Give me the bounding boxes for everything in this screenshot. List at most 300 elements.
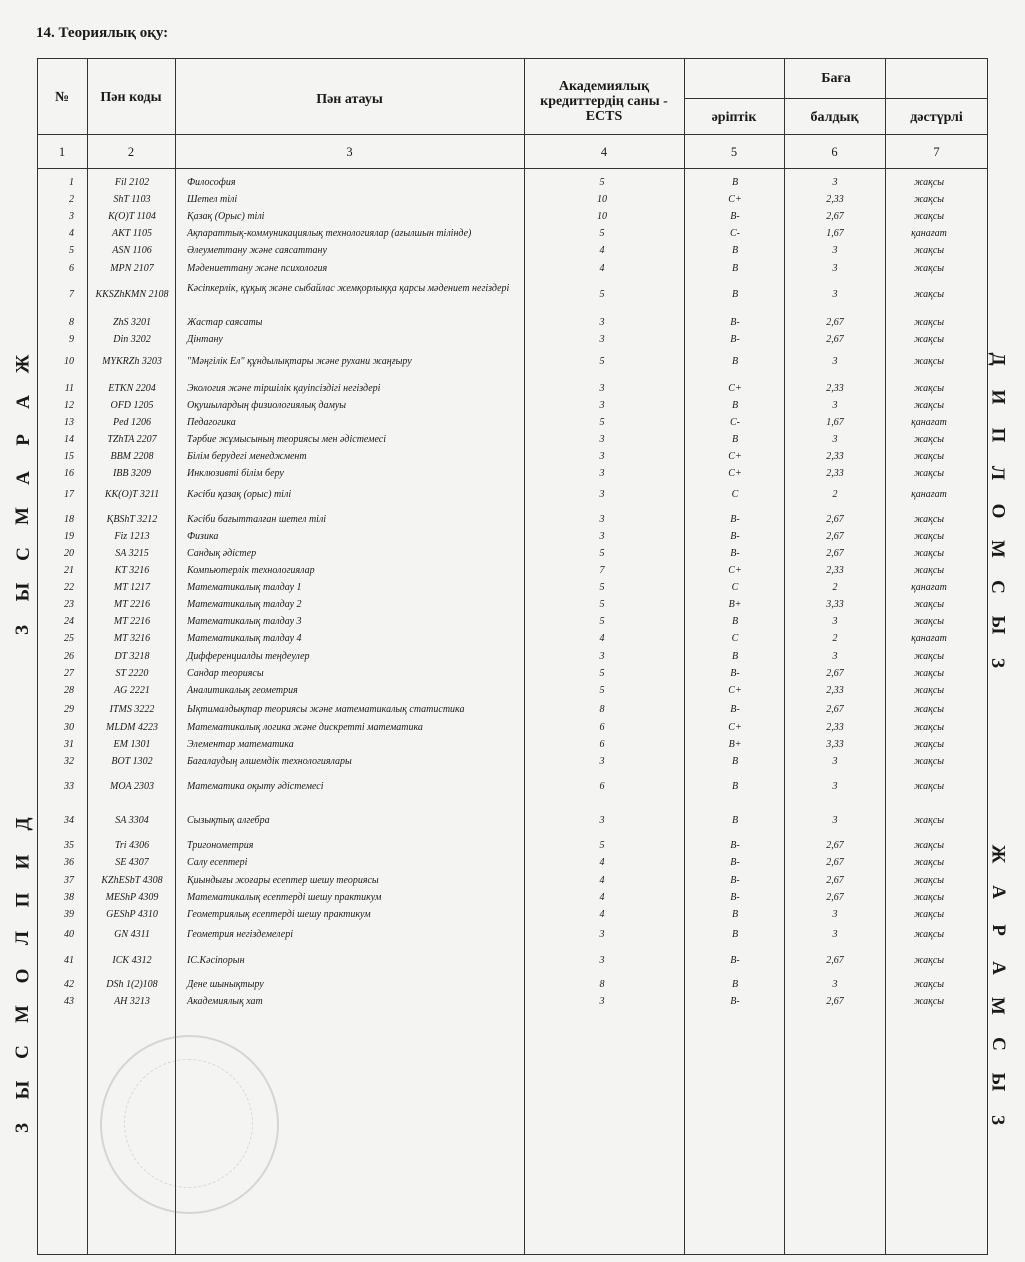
cell-no: 14 bbox=[64, 434, 74, 445]
header-points: балдық bbox=[810, 110, 859, 125]
cell-code: Din 3202 bbox=[113, 334, 151, 345]
cell-credits: 5 bbox=[599, 599, 605, 610]
cell-code: MPN 2107 bbox=[110, 263, 154, 274]
cell-code: ETKN 2204 bbox=[108, 383, 156, 394]
cell-points: 2,67 bbox=[826, 892, 844, 903]
cell-credits: 4 bbox=[599, 245, 605, 256]
cell-code: IBB 3209 bbox=[112, 468, 152, 479]
cell-traditional: жақсы bbox=[913, 531, 945, 542]
header-grade: Баға bbox=[821, 71, 851, 86]
cell-no: 9 bbox=[69, 334, 74, 345]
cell-points: 2,33 bbox=[826, 722, 844, 733]
cell-points: 3,33 bbox=[826, 599, 844, 610]
cell-credits: 4 bbox=[599, 909, 605, 920]
cell-traditional: жақсы bbox=[913, 245, 945, 256]
cell-no: 36 bbox=[64, 857, 74, 868]
side-letter: А bbox=[987, 885, 1009, 899]
cell-traditional: жақсы bbox=[913, 211, 945, 222]
cell-no: 41 bbox=[64, 955, 74, 966]
cell-code: K(O)T 1104 bbox=[108, 211, 156, 222]
cell-letter: B bbox=[731, 245, 739, 256]
cell-credits: 3 bbox=[599, 929, 605, 940]
cell-name: Қиындығы жоғары есептер шешу теориясы bbox=[187, 875, 379, 886]
cell-credits: 3 bbox=[599, 514, 605, 525]
cell-points: 3 bbox=[832, 356, 838, 367]
cell-letter: B- bbox=[730, 531, 740, 542]
cell-letter: B bbox=[731, 177, 739, 188]
header-name: Пән атауы bbox=[316, 92, 383, 107]
side-letter: И bbox=[987, 389, 1009, 405]
cell-points: 2 bbox=[832, 489, 838, 500]
cell-no: 34 bbox=[64, 815, 74, 826]
cell-points: 3 bbox=[832, 756, 838, 767]
side-letter: П bbox=[12, 892, 34, 908]
cell-credits: 4 bbox=[599, 892, 605, 903]
cell-credits: 4 bbox=[599, 857, 605, 868]
cell-name: Математикалық логика және дискретті математика bbox=[187, 722, 423, 733]
cell-points: 2,33 bbox=[826, 685, 844, 696]
cell-credits: 5 bbox=[599, 548, 605, 559]
cell-credits: 3 bbox=[599, 651, 605, 662]
cell-code: GEShP 4310 bbox=[106, 909, 158, 920]
cell-no: 33 bbox=[64, 781, 74, 792]
cell-letter: B+ bbox=[728, 599, 742, 610]
cell-name: Дене шынықтыру bbox=[187, 979, 264, 990]
cell-traditional: жақсы bbox=[913, 722, 945, 733]
cell-points: 3 bbox=[832, 434, 838, 445]
cell-no: 38 bbox=[64, 892, 74, 903]
cell-points: 2,33 bbox=[826, 565, 844, 576]
cell-code: MT 3216 bbox=[113, 633, 151, 644]
cell-name: Тәрбие жұмысының теориясы мен әдістемесі bbox=[187, 434, 387, 445]
cell-code: Tri 4306 bbox=[114, 840, 150, 851]
header-code: Пән коды bbox=[100, 90, 162, 105]
cell-letter: B- bbox=[730, 668, 740, 679]
cell-letter: B bbox=[731, 929, 739, 940]
cell-points: 2,67 bbox=[826, 514, 844, 525]
side-letter: С bbox=[12, 1045, 34, 1059]
cell-name: Әлеуметтану және саясаттану bbox=[187, 245, 327, 256]
cell-letter: B- bbox=[730, 334, 740, 345]
side-letter: Р bbox=[987, 924, 1009, 936]
cell-name: Сызықтық алгебра bbox=[187, 815, 270, 826]
cell-name: Физика bbox=[187, 531, 219, 542]
cell-name: Компьютерлік технологиялар bbox=[187, 565, 315, 576]
cell-letter: B- bbox=[730, 514, 740, 525]
cell-code: SA 3215 bbox=[115, 548, 149, 559]
cell-points: 2,33 bbox=[826, 383, 844, 394]
cell-no: 6 bbox=[69, 263, 74, 274]
cell-credits: 5 bbox=[599, 616, 605, 627]
cell-code: Ped 1206 bbox=[112, 417, 152, 428]
side-letter: Ы bbox=[987, 615, 1009, 635]
cell-credits: 6 bbox=[599, 739, 605, 750]
cell-letter: C+ bbox=[728, 194, 742, 205]
cell-name: Математикалық есептерді шешу практикум bbox=[187, 892, 382, 903]
cell-credits: 3 bbox=[599, 815, 605, 826]
cell-traditional: қанағат bbox=[911, 417, 947, 428]
cell-letter: B- bbox=[730, 548, 740, 559]
cell-no: 37 bbox=[64, 875, 74, 886]
side-letter: О bbox=[987, 503, 1009, 519]
cell-code: SE 4307 bbox=[115, 857, 149, 868]
cell-traditional: жақсы bbox=[913, 334, 945, 345]
cell-letter: B- bbox=[730, 840, 740, 851]
cell-code: MLDM 4223 bbox=[106, 722, 158, 733]
cell-no: 17 bbox=[64, 489, 74, 500]
side-letter: З bbox=[12, 1122, 34, 1134]
cell-code: GN 4311 bbox=[114, 929, 150, 940]
cell-code: KT 3216 bbox=[114, 565, 150, 576]
cell-letter: B bbox=[731, 289, 739, 300]
cell-credits: 3 bbox=[599, 383, 605, 394]
cell-no: 11 bbox=[64, 383, 74, 394]
cell-traditional: жақсы bbox=[913, 514, 945, 525]
cell-code: MYKRZh 3203 bbox=[102, 356, 162, 367]
cell-credits: 10 bbox=[597, 194, 607, 205]
cell-points: 3,33 bbox=[826, 739, 844, 750]
cell-name: Дифференциалды теңдеулер bbox=[187, 651, 310, 662]
cell-code: ST 2220 bbox=[115, 668, 149, 679]
side-letter: С bbox=[987, 1037, 1009, 1051]
cell-no: 43 bbox=[64, 996, 74, 1007]
cell-credits: 8 bbox=[599, 979, 605, 990]
cell-no: 4 bbox=[69, 228, 74, 239]
cell-letter: B bbox=[731, 434, 739, 445]
side-letter: А bbox=[12, 395, 34, 409]
cell-letter: B bbox=[731, 400, 739, 411]
cell-traditional: жақсы bbox=[913, 875, 945, 886]
column-number: 1 bbox=[58, 145, 66, 159]
cell-name: Бағалаудың әлшемдік технологиялары bbox=[187, 756, 352, 767]
side-letter: Ж bbox=[12, 354, 34, 374]
cell-name: Элементар математика bbox=[187, 739, 294, 750]
cell-code: KZhESbT 4308 bbox=[101, 875, 163, 886]
cell-name: Ықтималдықтар теориясы және математикалық статистика bbox=[187, 704, 465, 715]
cell-letter: B bbox=[731, 979, 739, 990]
cell-traditional: жақсы bbox=[913, 979, 945, 990]
cell-letter: B- bbox=[730, 996, 740, 1007]
cell-no: 28 bbox=[64, 685, 74, 696]
cell-points: 2,67 bbox=[826, 548, 844, 559]
cell-no: 13 bbox=[64, 417, 74, 428]
cell-code: DSh 1(2)108 bbox=[106, 979, 158, 990]
cell-credits: 6 bbox=[599, 781, 605, 792]
cell-letter: B bbox=[731, 815, 739, 826]
cell-traditional: жақсы bbox=[913, 815, 945, 826]
cell-traditional: жақсы bbox=[913, 177, 945, 188]
cell-code: OFD 1205 bbox=[110, 400, 154, 411]
cell-traditional: қанағат bbox=[911, 633, 947, 644]
cell-traditional: жақсы bbox=[913, 263, 945, 274]
header-traditional: дәстүрлі bbox=[910, 110, 963, 125]
cell-name: Сандар теориясы bbox=[187, 668, 264, 679]
cell-code: AKT 1105 bbox=[112, 228, 152, 239]
cell-points: 1,67 bbox=[826, 417, 844, 428]
cell-code: MT 2216 bbox=[113, 599, 151, 610]
cell-letter: B bbox=[731, 616, 739, 627]
cell-points: 2,67 bbox=[826, 875, 844, 886]
side-letter: З bbox=[987, 657, 1009, 669]
side-letter: М bbox=[987, 997, 1009, 1015]
cell-traditional: жақсы bbox=[913, 739, 945, 750]
cell-traditional: қанағат bbox=[911, 489, 947, 500]
side-letter: П bbox=[987, 427, 1009, 443]
cell-letter: C+ bbox=[728, 383, 742, 394]
cell-code: BOT 1302 bbox=[111, 756, 153, 767]
cell-points: 3 bbox=[832, 400, 838, 411]
cell-letter: B- bbox=[730, 317, 740, 328]
cell-points: 2,67 bbox=[826, 211, 844, 222]
side-letter: А bbox=[987, 961, 1009, 975]
cell-name: Сандық әдістер bbox=[187, 548, 257, 559]
cell-points: 2,67 bbox=[826, 334, 844, 345]
cell-name: Геометриялық есептерді шешу практикум bbox=[187, 909, 371, 920]
cell-code: ҚBShT 3212 bbox=[106, 514, 158, 525]
cell-points: 2,67 bbox=[826, 317, 844, 328]
cell-letter: C- bbox=[730, 228, 740, 239]
cell-no: 19 bbox=[64, 531, 74, 542]
cell-letter: B bbox=[731, 263, 739, 274]
cell-traditional: жақсы bbox=[913, 909, 945, 920]
cell-points: 3 bbox=[832, 263, 838, 274]
cell-letter: B bbox=[731, 651, 739, 662]
cell-name: Аналитикалық геометрия bbox=[187, 685, 298, 696]
cell-points: 3 bbox=[832, 177, 838, 188]
cell-code: BBM 2208 bbox=[110, 451, 154, 462]
cell-name: Математикалық талдау 3 bbox=[187, 616, 302, 627]
side-letter: М bbox=[987, 540, 1009, 558]
cell-no: 21 bbox=[64, 565, 74, 576]
cell-points: 3 bbox=[832, 815, 838, 826]
cell-no: 30 bbox=[64, 722, 74, 733]
cell-credits: 5 bbox=[599, 228, 605, 239]
side-letter: З bbox=[987, 1114, 1009, 1126]
cell-traditional: қанағат bbox=[911, 228, 947, 239]
cell-no: 40 bbox=[64, 929, 74, 940]
cell-credits: 8 bbox=[599, 704, 605, 715]
cell-credits: 5 bbox=[599, 417, 605, 428]
cell-credits: 3 bbox=[599, 756, 605, 767]
cell-name: Экология және тіршілік қауіпсіздігі негіздері bbox=[187, 383, 381, 394]
side-letter: М bbox=[12, 507, 34, 525]
cell-no: 32 bbox=[64, 756, 74, 767]
side-letter: И bbox=[12, 854, 34, 870]
cell-code: MT 2216 bbox=[113, 616, 151, 627]
cell-letter: B bbox=[731, 756, 739, 767]
side-letter: Ы bbox=[12, 582, 34, 602]
column-number: 5 bbox=[730, 145, 738, 159]
cell-traditional: жақсы bbox=[913, 356, 945, 367]
cell-credits: 4 bbox=[599, 263, 605, 274]
cell-points: 3 bbox=[832, 979, 838, 990]
cell-name: Тригонометрия bbox=[187, 840, 254, 851]
cell-points: 3 bbox=[832, 616, 838, 627]
column-number: 4 bbox=[600, 145, 608, 159]
cell-code: Fil 2102 bbox=[114, 177, 150, 188]
cell-credits: 3 bbox=[599, 334, 605, 345]
cell-points: 3 bbox=[832, 289, 838, 300]
cell-name: Геометрия негіздемелері bbox=[187, 929, 293, 940]
cell-credits: 4 bbox=[599, 633, 605, 644]
cell-name: Ақпараттық-коммуникациялық технологиялар (ағылшын тілінде) bbox=[187, 228, 472, 239]
cell-points: 2,67 bbox=[826, 857, 844, 868]
cell-name: Кәсіпкерлік, құқық және сыбайлас жемқорлыққа қарсы мәдениет негіздері bbox=[187, 283, 510, 294]
cell-credits: 5 bbox=[599, 668, 605, 679]
cell-no: 12 bbox=[64, 400, 74, 411]
cell-name: "Мәңгілік Ел" құндылықтары және рухани жаңғыру bbox=[187, 356, 412, 367]
cell-letter: B- bbox=[730, 857, 740, 868]
cell-traditional: жақсы bbox=[913, 857, 945, 868]
cell-traditional: жақсы bbox=[913, 955, 945, 966]
cell-no: 2 bbox=[69, 194, 74, 205]
cell-letter: B bbox=[731, 909, 739, 920]
cell-credits: 3 bbox=[599, 468, 605, 479]
cell-points: 1,67 bbox=[826, 228, 844, 239]
cell-traditional: жақсы bbox=[913, 616, 945, 627]
cell-traditional: жақсы bbox=[913, 781, 945, 792]
side-letter: Л bbox=[987, 465, 1009, 481]
cell-no: 10 bbox=[64, 356, 74, 367]
cell-points: 2,33 bbox=[826, 194, 844, 205]
cell-no: 24 bbox=[64, 616, 74, 627]
cell-code: ShT 1103 bbox=[113, 194, 151, 205]
cell-code: AH 3213 bbox=[114, 996, 150, 1007]
side-letter: Д bbox=[987, 352, 1009, 366]
cell-points: 3 bbox=[832, 781, 838, 792]
cell-points: 2,33 bbox=[826, 451, 844, 462]
cell-traditional: жақсы bbox=[913, 434, 945, 445]
cell-traditional: жақсы bbox=[913, 599, 945, 610]
cell-credits: 3 bbox=[599, 451, 605, 462]
cell-points: 3 bbox=[832, 245, 838, 256]
cell-traditional: жақсы bbox=[913, 451, 945, 462]
cell-code: DT 3218 bbox=[114, 651, 150, 662]
cell-points: 2,33 bbox=[826, 468, 844, 479]
cell-credits: 5 bbox=[599, 685, 605, 696]
cell-points: 3 bbox=[832, 651, 838, 662]
cell-name: Математикалық талдау 4 bbox=[187, 633, 302, 644]
cell-credits: 3 bbox=[599, 489, 605, 500]
cell-name: Қазақ (Орыс) тілі bbox=[187, 211, 265, 222]
cell-name: Мәдениеттану және психология bbox=[187, 263, 328, 274]
cell-traditional: жақсы bbox=[913, 685, 945, 696]
cell-letter: C+ bbox=[728, 565, 742, 576]
cell-credits: 3 bbox=[599, 531, 605, 542]
cell-traditional: қанағат bbox=[911, 582, 947, 593]
cell-no: 1 bbox=[69, 177, 74, 188]
column-number: 7 bbox=[933, 145, 940, 159]
cell-name: Оқушылардың физиологиялық дамуы bbox=[187, 400, 347, 411]
cell-letter: C- bbox=[730, 417, 740, 428]
header-letter: әріптік bbox=[711, 110, 757, 125]
side-letter: М bbox=[12, 1005, 34, 1023]
cell-traditional: жақсы bbox=[913, 317, 945, 328]
cell-name: Кәсіби бағытталған шетел тілі bbox=[187, 514, 327, 525]
cell-points: 3 bbox=[832, 909, 838, 920]
cell-code: KKSZhKMN 2108 bbox=[95, 289, 169, 300]
cell-traditional: жақсы bbox=[913, 668, 945, 679]
cell-traditional: жақсы bbox=[913, 704, 945, 715]
cell-no: 35 bbox=[64, 840, 74, 851]
cell-no: 22 bbox=[64, 582, 74, 593]
side-letter: О bbox=[12, 968, 34, 984]
cell-no: 20 bbox=[64, 548, 74, 559]
cell-points: 2,67 bbox=[826, 996, 844, 1007]
cell-credits: 5 bbox=[599, 582, 605, 593]
cell-traditional: жақсы bbox=[913, 468, 945, 479]
cell-name: Академиялық хат bbox=[187, 996, 263, 1007]
cell-letter: C+ bbox=[728, 468, 742, 479]
cell-credits: 3 bbox=[599, 400, 605, 411]
cell-no: 31 bbox=[64, 739, 74, 750]
cell-credits: 3 bbox=[599, 317, 605, 328]
cell-traditional: жақсы bbox=[913, 289, 945, 300]
cell-no: 39 bbox=[64, 909, 74, 920]
side-letter: Л bbox=[12, 930, 34, 946]
cell-points: 2 bbox=[832, 582, 838, 593]
cell-credits: 5 bbox=[599, 289, 605, 300]
cell-code: TZhTA 2207 bbox=[107, 434, 157, 445]
header-no: № bbox=[54, 90, 70, 105]
cell-points: 2,67 bbox=[826, 840, 844, 851]
cell-points: 2 bbox=[832, 633, 838, 644]
side-letter: А bbox=[12, 471, 34, 485]
cell-code: EM 1301 bbox=[113, 739, 151, 750]
cell-credits: 3 bbox=[599, 996, 605, 1007]
side-letter: Ы bbox=[987, 1072, 1009, 1092]
cell-no: 23 bbox=[64, 599, 74, 610]
cell-letter: C+ bbox=[728, 722, 742, 733]
cell-traditional: жақсы bbox=[913, 383, 945, 394]
header-credits: Академиялық кредиттердің саны - ECTS bbox=[540, 79, 668, 124]
cell-letter: B+ bbox=[728, 739, 742, 750]
cell-no: 42 bbox=[64, 979, 74, 990]
cell-no: 29 bbox=[64, 704, 74, 715]
cell-traditional: жақсы bbox=[913, 756, 945, 767]
side-letter: Д bbox=[12, 817, 34, 831]
cell-points: 3 bbox=[832, 929, 838, 940]
cell-letter: B- bbox=[730, 955, 740, 966]
cell-name: Математика оқыту әдістемесі bbox=[187, 781, 324, 792]
cell-code: Fiz 1213 bbox=[114, 531, 150, 542]
cell-letter: C bbox=[731, 582, 739, 593]
cell-traditional: жақсы bbox=[913, 892, 945, 903]
cell-traditional: жақсы bbox=[913, 565, 945, 576]
cell-name: IC.Кәсіпорын bbox=[187, 955, 245, 966]
page-title: 14. Теориялық оқу: bbox=[36, 25, 169, 41]
cell-traditional: жақсы bbox=[913, 929, 945, 940]
side-letter: Ж bbox=[987, 844, 1009, 864]
side-letter: Ы bbox=[12, 1080, 34, 1100]
cell-name: Кәсіби қазақ (орыс) тілі bbox=[187, 489, 292, 500]
cell-traditional: жақсы bbox=[913, 400, 945, 411]
cell-name: Педагогика bbox=[187, 417, 236, 428]
cell-no: 27 bbox=[64, 668, 74, 679]
column-number: 2 bbox=[127, 145, 135, 159]
cell-traditional: жақсы bbox=[913, 194, 945, 205]
cell-points: 2,67 bbox=[826, 704, 844, 715]
cell-code: SA 3304 bbox=[115, 815, 149, 826]
cell-name: Инклюзивті білім беру bbox=[187, 468, 284, 479]
cell-no: 8 bbox=[69, 317, 74, 328]
cell-traditional: жақсы bbox=[913, 548, 945, 559]
cell-credits: 3 bbox=[599, 434, 605, 445]
cell-code: ASN 1106 bbox=[112, 245, 152, 256]
side-letter: З bbox=[12, 624, 34, 636]
cell-no: 5 bbox=[69, 245, 74, 256]
cell-name: Дінтану bbox=[187, 334, 223, 345]
